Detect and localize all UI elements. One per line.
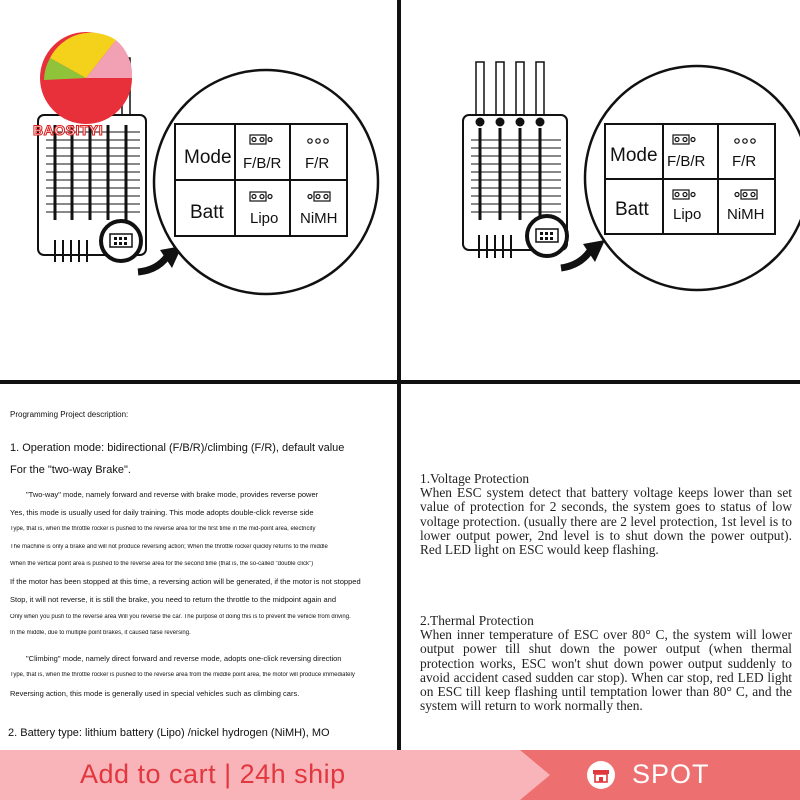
mode-label-2: Mode <box>610 145 658 166</box>
two-way-line-6: If the motor has been stopped at this time, a reversing action will be generated, if the motor is not stopped <box>10 577 361 586</box>
shop-name[interactable]: SPOT <box>632 759 710 789</box>
fr-label-2: F/R <box>732 153 757 170</box>
esc-diagram-panel-right <box>401 0 800 380</box>
shop-store-icon <box>586 760 616 790</box>
thermal-protection-section <box>420 614 792 750</box>
voltage-protection-section <box>420 472 792 557</box>
two-way-line-3: Type, that is, when the throttle rocker is pushed to the reverse area for the first time in the mid-point area, electricity <box>10 526 316 532</box>
batt-label-2: Batt <box>615 199 649 220</box>
esc-board-illustration-2 <box>401 0 800 380</box>
climbing-line-1: "Climbing" mode, namely direct forward and reverse mode, adopts one-click reversing direction <box>26 654 342 663</box>
batt-label: Batt <box>190 202 224 223</box>
two-way-line-5: When the vertical point area is pushed to the reverse area for the second time (that is, the so-called "double click") <box>10 561 314 567</box>
mode-label: Mode <box>184 147 232 168</box>
programming-description-panel <box>0 384 397 750</box>
two-way-line-4: The machine is only a brake and will not produce reversing action; When the throttle rocker quickly returns to the middle <box>10 544 328 550</box>
two-way-line-1: "Two-way" mode, namely forward and reverse with brake mode, provides reverse power <box>26 490 319 499</box>
voltage-protection-title: 1.Voltage Protection <box>420 471 530 486</box>
thermal-protection-body: When inner temperature of ESC over 80° C, the system will lower output power till shut down the power output (when thermal protection works, ESC won't shut down power output suddenly to avoid accident cased sudden car stop). When car stop, red LED light on ESC till keep flashing until temptation lower than 80° C, and the system will return to work normally then. <box>420 627 792 714</box>
two-way-line-9: In the middle, due to multiple point brakes, it caused false reversing. <box>10 630 191 636</box>
fbr-label: F/B/R <box>243 155 282 172</box>
nimh-label-2: NiMH <box>727 206 765 223</box>
esc-diagram-panel-left <box>0 0 397 380</box>
vertical-divider <box>397 0 401 750</box>
climbing-line-3: Reversing action, this mode is generally used in special vehicles such as climbing cars. <box>10 689 300 698</box>
battery-type-heading: 2. Battery type: lithium battery (Lipo) /nickel hydrogen (NiMH), MO <box>8 727 330 739</box>
two-way-line-2: Yes, this mode is usually used for daily training. This mode adopts double-click reverse side <box>10 508 314 517</box>
operation-mode-heading: 1. Operation mode: bidirectional (F/B/R)/climbing (F/R), default value <box>10 442 345 454</box>
two-way-line-7: Stop, it will not reverse, it is still the brake, you need to return the throttle to the midpoint again and <box>10 595 337 604</box>
lipo-label: Lipo <box>250 210 279 227</box>
protection-description-panel <box>401 384 800 750</box>
voltage-protection-body: When ESC system detect that battery voltage keeps lower than set value of protection for 2 seconds, the system goes to status of low voltage protection. (usually there are 2 level protection, 1st level is to lower output power, 2nd level is to shut down the power output). Red LED light on ESC would keep flashing. <box>420 485 792 558</box>
two-way-line-8: Only when you push to the reverse area Will you reverse the car. The purpose of doing this is to prevent the vehicle from driving. <box>10 614 351 620</box>
horizontal-divider <box>0 380 800 384</box>
fbr-label-2: F/B/R <box>667 153 706 170</box>
nimh-label: NiMH <box>300 210 338 227</box>
brand-watermark-text: BAOSITYI <box>33 122 104 138</box>
add-to-cart-button[interactable]: Add to cart | 24h ship <box>80 759 346 789</box>
operation-mode-default: For the "two-way Brake". <box>10 464 131 476</box>
climbing-line-2: Type, that is, when the throttle rocker is pushed to the reverse area from the middle point area, the motor will produce immediately <box>10 672 355 678</box>
programming-intro: Programming Project description: <box>10 410 129 419</box>
lipo-label-2: Lipo <box>673 206 702 223</box>
banner-chevron <box>490 750 550 800</box>
brand-logo-icon <box>36 28 136 128</box>
fr-label: F/R <box>305 155 330 172</box>
thermal-protection-title: 2.Thermal Protection <box>420 614 534 628</box>
shop-banner <box>0 750 800 800</box>
